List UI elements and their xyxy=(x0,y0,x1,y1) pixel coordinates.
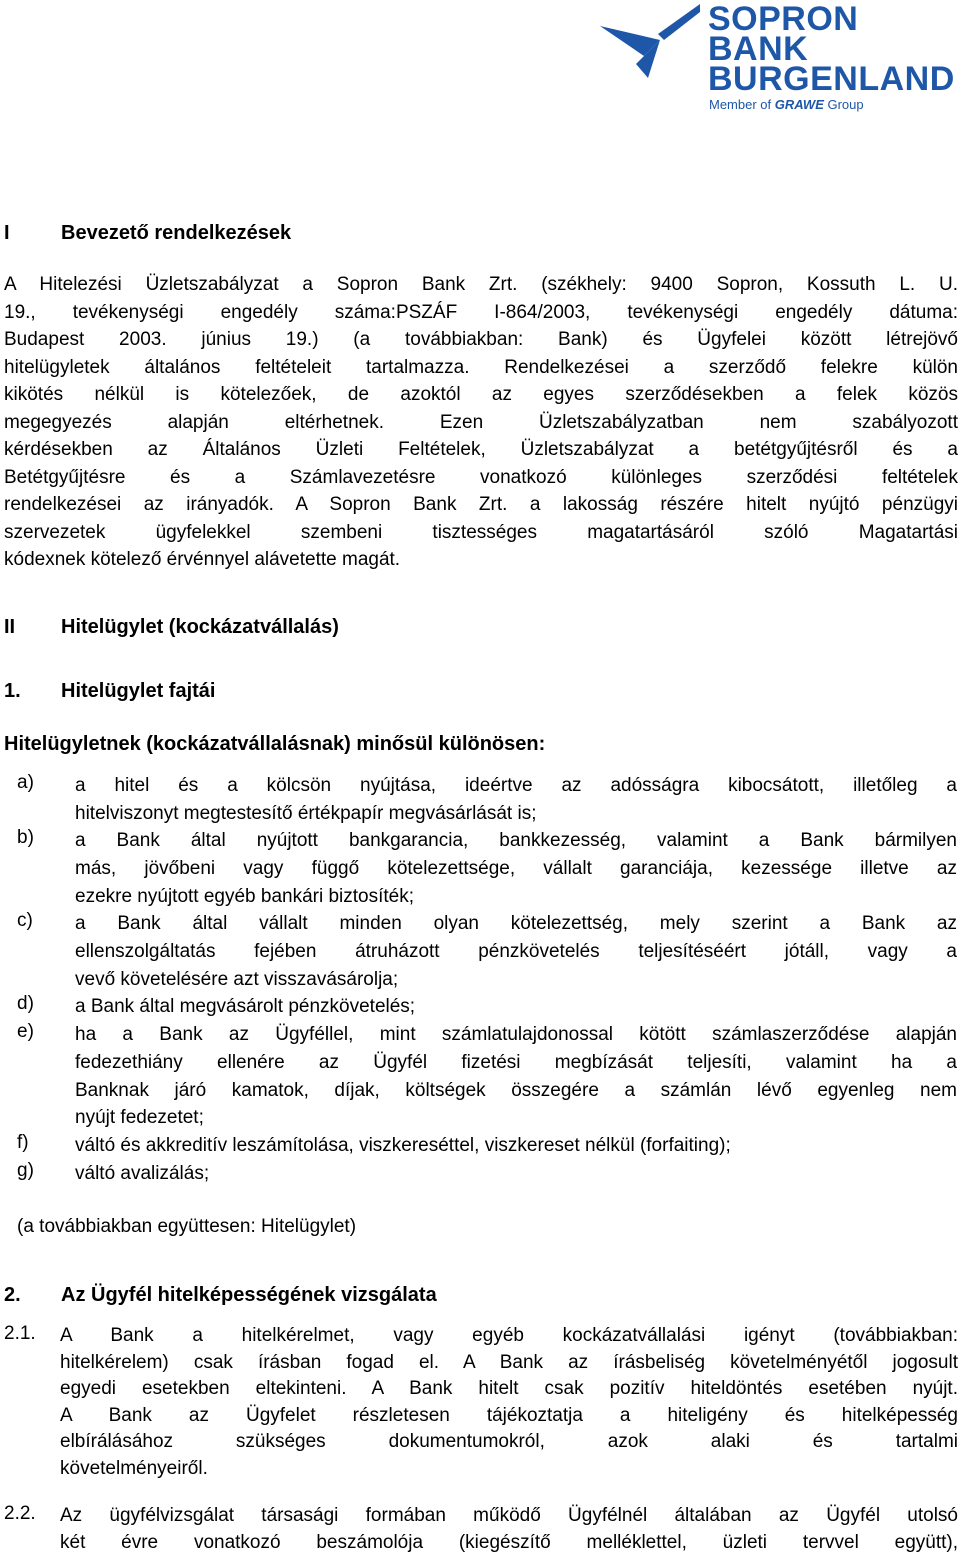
list-item-line: a Bank által megvásárolt pénzkövetelés; xyxy=(75,996,416,1017)
intro-line: szervezetek ügyfelekkel szembeni tisztességes magatartásáról szóló Magatartási xyxy=(4,521,958,543)
subsection-line: elbírálásához szükséges dokumentumokról, azok alaki és tartalmi xyxy=(60,1431,958,1452)
subsection-label: 2.1. xyxy=(4,1323,36,1344)
list-item-line: váltó és akkreditív leszámítolása, viszkereséttel, viszkereset nélkül (forfaiting); xyxy=(75,1135,731,1156)
subsection-2-title: Az Ügyfél hitelképességének vizsgálata xyxy=(61,1284,437,1306)
list-item-line: a Bank által nyújtott bankgarancia, bankkezesség, valamint a Bank bármilyen xyxy=(75,830,957,851)
list-item-line: a Bank által vállalt minden olyan kötelezettség, mely szerint a Bank az xyxy=(75,913,957,934)
intro-line: kódexnek kötelező érvénnyel alávetette magát. xyxy=(4,549,401,570)
member-suffix: Group xyxy=(823,97,864,112)
subsection-line: A Bank az Ügyfelet részletesen tájékoztatja a hiteligény és hitelképesség xyxy=(60,1404,958,1426)
subsection-line: két évre vonatkozó beszámolója (kiegészítő melléklettel, üzleti tervvel együtt), xyxy=(60,1531,958,1553)
bank-logo-mark-icon xyxy=(600,4,700,94)
intro-line: rendelkezései az irányadók. A Sopron Bank Zrt. a lakosság részére hitelt nyújtó pénzügyi xyxy=(4,494,958,515)
section-1-number: I xyxy=(4,222,10,244)
member-prefix: Member of xyxy=(709,97,775,112)
intro-line: megegyezés alapján eltérhetnek. Ezen Üzletszabályzatban nem szabályozott xyxy=(4,411,958,433)
list-item-line: nyújt fedezetet; xyxy=(75,1107,204,1129)
list-heading: Hitelügyletnek (kockázatvállalásnak) minősül különösen: xyxy=(4,733,546,755)
list-item-line: vevő követelésére azt visszavásárolja; xyxy=(75,968,399,990)
subsection-line: egyedi esetekben eltekinteni. A Bank hitelt csak pozitív hiteldöntés esetében nyújt. xyxy=(60,1378,958,1399)
list-item-label: b) xyxy=(17,827,34,848)
subsection-1-title: Hitelügylet fajtái xyxy=(61,680,216,702)
list-item-label: a) xyxy=(17,772,34,793)
subsection-line: követelményeiről. xyxy=(60,1457,208,1479)
section-2-title: Hitelügylet (kockázatvállalás) xyxy=(61,616,339,638)
list-item-line: fedezethiány ellenére az Ügyfél fizetési megbízását teljesíti, valamint ha a xyxy=(75,1051,957,1073)
list-item-line: hitelviszonyt megtestesítő értékpapír megvásárlását is; xyxy=(75,802,537,824)
list-item-line: váltó avalizálás; xyxy=(75,1163,210,1184)
section-1-title: Bevezető rendelkezések xyxy=(61,222,292,244)
list-item-line: Banknak járó kamatok, díjak, költségek összegére a számlán lévő egyenleg nem xyxy=(75,1079,957,1101)
list-item-line: ellenszolgáltatás fejében átruházott pénzkövetelés teljesítéséért jótáll, vagy a xyxy=(75,940,957,962)
logo-line-3: BURGENLAND xyxy=(708,60,955,98)
list-item-line: a hitel és a kölcsön nyújtása, ideértve az adósságra kibocsátott, illetőleg a xyxy=(75,775,957,796)
subsection-line: A Bank a hitelkérelmet, vagy egyéb kockázatvállalási igényt (továbbiakban: xyxy=(60,1325,958,1346)
list-item-label: c) xyxy=(17,910,33,931)
section-2-number: II xyxy=(4,616,16,638)
list-item-label: g) xyxy=(17,1160,34,1181)
subsection-label: 2.2. xyxy=(4,1503,36,1524)
subsection-2-number: 2. xyxy=(4,1284,21,1306)
list-item-label: d) xyxy=(17,993,34,1014)
sopron-bank-logo xyxy=(600,0,955,120)
intro-line: Betétgyűjtésre és a Számlavezetésre vonatkozó különleges szerződési feltételek xyxy=(4,466,958,488)
intro-paragraph xyxy=(4,271,958,574)
together-note: (a továbbiakban együttesen: Hitelügylet) xyxy=(17,1216,357,1237)
list-item-label: f) xyxy=(17,1132,29,1153)
intro-line: kikötés nélkül is kötelezőek, de azoktól az egyes szerződésekben a felek közös xyxy=(4,384,958,405)
list-item-label: e) xyxy=(17,1021,34,1042)
logo-member-text xyxy=(709,97,864,112)
intro-line: kérdésekben az Általános Üzleti Feltételek, Üzletszabályzat a betétgyűjtésről és a xyxy=(4,439,958,460)
subsection-1-number: 1. xyxy=(4,680,21,702)
subsection-line: hitelkérelem) csak írásban fogad el. A Bank az írásbeliség követelményétől jogosult xyxy=(60,1351,958,1373)
intro-line: Budapest 2003. június 19.) (a továbbiakban: Bank) és Ügyfelei között létrejövő xyxy=(4,329,958,350)
list-item-line: más, jövőbeni vagy függő kötelezettsége, vállalt garanciája, kezessége illetve az xyxy=(75,857,957,879)
intro-line: 19., tevékenységi engedély száma:PSZÁF I-864/2003, tevékenységi engedély dátuma: xyxy=(4,301,958,323)
intro-line: A Hitelezési Üzletszabályzat a Sopron Bank Zrt. (székhely: 9400 Sopron, Kossuth L. U. xyxy=(4,274,958,295)
intro-line: hitelügyletek általános feltételeit tartalmazza. Rendelkezései a szerződő felekre külön xyxy=(4,356,958,378)
list-item-line: ezekre nyújtott egyéb bankári biztosíték; xyxy=(75,885,415,907)
subsection-line: Az ügyfélvizsgálat társasági formában működő Ügyfélnél általában az Ügyfél utolsó xyxy=(60,1505,958,1526)
logo-line-2: BANK xyxy=(708,30,809,68)
list-item-line: ha a Bank az Ügyféllel, mint számlatulajdonossal kötött számlaszerződése alapján xyxy=(75,1024,957,1045)
logo-line-1: SOPRON xyxy=(708,0,859,38)
member-brand: GRAWE xyxy=(774,97,824,112)
